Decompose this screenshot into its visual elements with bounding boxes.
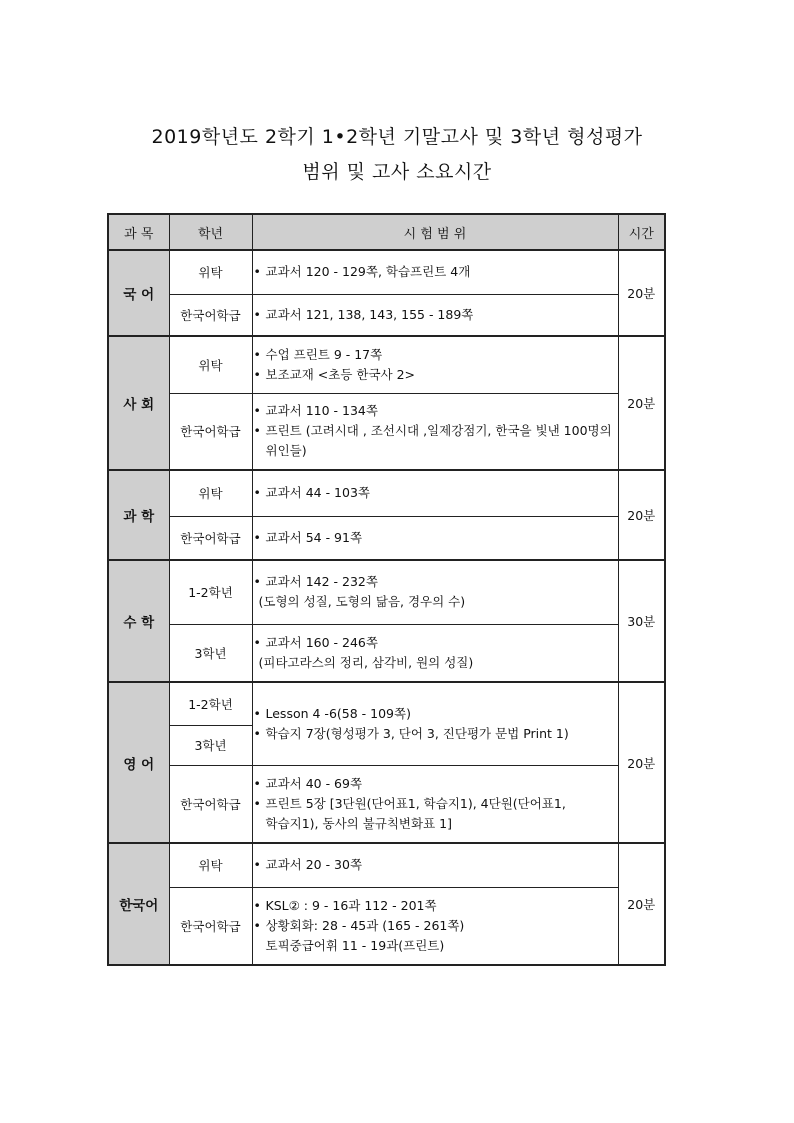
- table-row: [108, 887, 665, 965]
- range-cell: [252, 516, 618, 560]
- table-row: [108, 393, 665, 470]
- table-row: [108, 336, 665, 393]
- range-item: • 보조교재 <초등 한국사 2>: [253, 365, 618, 385]
- range-cell: [252, 393, 618, 470]
- grade-cell: 위탁: [169, 470, 252, 516]
- time-cell: 20분: [618, 336, 665, 470]
- header-time: 시간: [618, 214, 665, 250]
- range-item: • 교과서 44 - 103쪽: [253, 483, 618, 503]
- grade-cell: 1-2학년: [169, 682, 252, 725]
- time-cell: 20분: [618, 250, 665, 336]
- range-cell: [252, 887, 618, 965]
- exam-range-table: [107, 213, 666, 966]
- grade-cell: 위탁: [169, 250, 252, 294]
- grade-cell: 한국어학급: [169, 765, 252, 843]
- table-row: [108, 516, 665, 560]
- table-row: [108, 624, 665, 682]
- header-range: 시 험 범 위: [252, 214, 618, 250]
- range-cell: [252, 682, 618, 765]
- header-subject: 과 목: [108, 214, 169, 250]
- range-item: • 학습지 7장(형성평가 3, 단어 3, 진단평가 문법 Print 1): [253, 724, 618, 744]
- grade-cell: 3학년: [169, 725, 252, 765]
- table-row: [108, 250, 665, 294]
- range-item: • 프린트 5장 [3단원(단어표1, 학습지1), 4단원(단어표1,: [253, 794, 618, 814]
- range-continuation: 토픽중급어휘 11 - 19과(프린트): [265, 937, 445, 953]
- range-cell: [252, 336, 618, 393]
- range-item: • 교과서 120 - 129쪽, 학습프린트 4개: [253, 262, 618, 282]
- table-row: [108, 682, 665, 725]
- range-cell: [252, 843, 618, 887]
- time-cell: 20분: [618, 470, 665, 560]
- grade-cell: 한국어학급: [169, 393, 252, 470]
- time-cell: 20분: [618, 682, 665, 843]
- range-note: (피타고라스의 정리, 삼각비, 원의 성질): [258, 654, 474, 670]
- range-item: • 교과서 110 - 134쪽: [253, 401, 618, 421]
- range-item: • 교과서 160 - 246쪽: [253, 633, 618, 653]
- range-item: • Lesson 4 -6(58 - 109쪽): [253, 704, 618, 724]
- range-item: • 수업 프린트 9 - 17쪽: [253, 345, 618, 365]
- range-continuation: 학습지1), 동사의 불규칙변화표 1]: [265, 815, 452, 831]
- range-item: • 교과서 40 - 69쪽: [253, 774, 618, 794]
- range-item: • 교과서 54 - 91쪽: [253, 528, 618, 548]
- table-row: [108, 843, 665, 887]
- subject-english: 영 어: [108, 682, 169, 843]
- table-row: [108, 470, 665, 516]
- grade-cell: 한국어학급: [169, 516, 252, 560]
- title-line-1: 2019학년도 2학기 1•2학년 기말고사 및 3학년 형성평가: [151, 126, 643, 148]
- subject-korean: 국 어: [108, 250, 169, 336]
- table-row: [108, 560, 665, 624]
- grade-cell: 한국어학급: [169, 887, 252, 965]
- grade-cell: 위탁: [169, 336, 252, 393]
- table-row: [108, 765, 665, 843]
- range-cell: [252, 294, 618, 336]
- grade-cell: 한국어학급: [169, 294, 252, 336]
- header-row: [108, 214, 665, 250]
- time-cell: 20분: [618, 843, 665, 965]
- header-grade: 학년: [169, 214, 252, 250]
- grade-cell: 위탁: [169, 843, 252, 887]
- subject-science: 과 학: [108, 470, 169, 560]
- range-cell: [252, 560, 618, 624]
- subject-math: 수 학: [108, 560, 169, 682]
- grade-cell: 3학년: [169, 624, 252, 682]
- subject-social: 사 회: [108, 336, 169, 470]
- range-item: • 교과서 142 - 232쪽: [253, 572, 618, 592]
- range-item: • 상황회화: 28 - 45과 (165 - 261쪽): [253, 916, 618, 936]
- range-cell: [252, 250, 618, 294]
- range-cell: [252, 470, 618, 516]
- grade-cell: 1-2학년: [169, 560, 252, 624]
- range-cell: [252, 765, 618, 843]
- title-line-2: 범위 및 고사 소요시간: [302, 161, 492, 183]
- time-cell: 30분: [618, 560, 665, 682]
- range-note: (도형의 성질, 도형의 닮음, 경우의 수): [258, 594, 466, 610]
- table-row: [108, 294, 665, 336]
- range-item: • 프린트 (고려시대 , 조선시대 ,일제강점기, 한국을 빛낸 100명의 위인들): [253, 421, 618, 461]
- range-item: • 교과서 20 - 30쪽: [253, 855, 618, 875]
- range-item: • KSL② : 9 - 16과 112 - 201쪽: [253, 896, 618, 916]
- range-item: • 교과서 121, 138, 143, 155 - 189쪽: [253, 305, 618, 325]
- subject-korean-language: 한국어: [108, 843, 169, 965]
- range-cell: [252, 624, 618, 682]
